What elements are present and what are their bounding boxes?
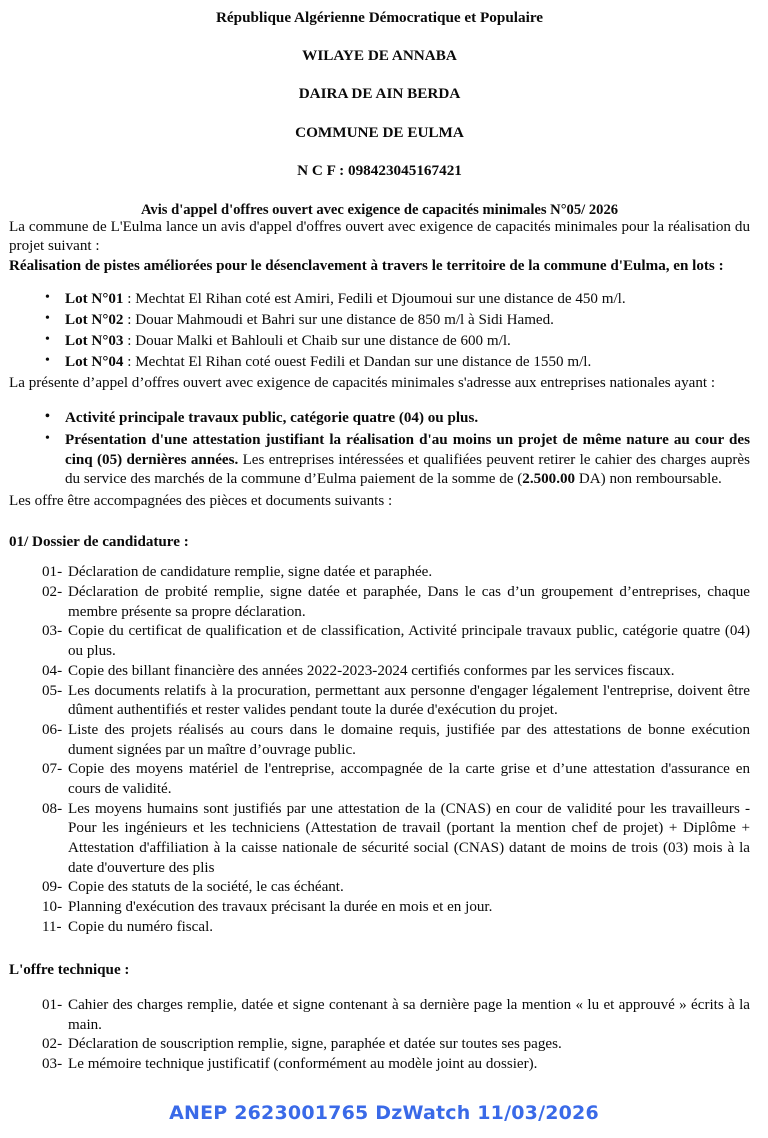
technique-items xyxy=(9,981,750,1075)
list-item xyxy=(9,431,750,490)
list-item xyxy=(9,563,750,583)
item-text: Copie des moyens matériel de l'entreprise, accompagnée de la carte grise et d’une attestation d'assurance en cours de validité. xyxy=(68,761,750,797)
notice-title: Avis d'appel d'offres ouvert avec exigence de capacités minimales N°05/ 2026 xyxy=(140,202,619,219)
lot-text: : Mechtat El Rihan coté est Amiri, Fedili et Djoumoui sur une distance de 450 m/l. xyxy=(123,291,626,308)
lot-label: Lot N°03 xyxy=(65,332,124,349)
intro-paragraph: La commune de L'Eulma lance un avis d'appel d'offres ouvert avec exigence de capacités minimales pour la réalisation du projet suivant : xyxy=(9,218,750,255)
lot-label: Lot N°04 xyxy=(65,353,124,370)
item-text: Le mémoire technique justificatif (conformément au modèle joint au dossier). xyxy=(68,1056,538,1073)
list-item xyxy=(9,800,750,879)
anep-footer: ANEP 2623001765 DzWatch 11/03/2026 xyxy=(169,1102,599,1124)
lot-text: : Mechtat El Rihan coté ouest Fedili et Dandan sur une distance de 1550 m/l. xyxy=(123,353,592,370)
list-item xyxy=(9,1055,750,1075)
condition-amount: 2.500.00 xyxy=(522,471,576,488)
candidature-items xyxy=(9,552,750,937)
project-title: Réalisation de pistes améliorées pour le désenclavement à travers le territoire de la commune d'Eulma, en lots : xyxy=(9,257,724,274)
item-number: 02- xyxy=(42,584,63,601)
item-text: Les moyens humains sont justifiés par une attestation de la (CNAS) en cour de validité pour les travailleurs - Pour les ingénieurs et les techniciens (Attestation de travail (portant la mention chef de projet) + Diplôme + Attestation d'affiliation à la caisse nationale de sécurité social (CNAS) datant de moins de trois (03) mois à la date d'ouverture des plis xyxy=(68,800,750,876)
item-number: 10- xyxy=(42,899,66,916)
item-number: 11- xyxy=(42,918,62,935)
section-heading-technique: L'offre technique : xyxy=(9,962,130,979)
lot-text: : Douar Mahmoudi et Bahri sur une distance de 850 m/l à Sidi Hamed. xyxy=(123,312,554,329)
condition-text-rest: Les entreprises intéressées et qualifiées peuvent retirer le cahier des charges auprès du service des marchés de la commune d’Eulma paiement de la somme de ( xyxy=(65,451,750,488)
list-item xyxy=(9,918,750,938)
header-republic: République Algérienne Démocratique et Populaire xyxy=(215,9,544,26)
list-item xyxy=(9,721,750,760)
lot-text: : Douar Malki et Bahlouli et Chaib sur une distance de 600 m/l. xyxy=(123,332,511,349)
list-item xyxy=(9,332,750,352)
item-number: 03- xyxy=(42,623,66,640)
eligibility-lead: La présente d’appel d’offres ouvert avec exigence de capacités minimales s'adresse aux entreprises nationales ayant : xyxy=(9,374,716,391)
item-number: 01- xyxy=(42,564,63,581)
item-text: Les documents relatifs à la procuration, permettant aux personne d'engager légalement l'entreprise, doivent être dûment authentifiés et rester valides pendant toute la durée d'exécution du projet. xyxy=(68,682,750,719)
header-daira: DAIRA DE AIN BERDA xyxy=(298,85,461,103)
item-number: 03- xyxy=(42,1056,66,1073)
item-number: 08- xyxy=(42,800,66,817)
list-item xyxy=(9,622,750,661)
list-item xyxy=(9,682,750,721)
item-number: 07- xyxy=(42,761,63,778)
header-commune: COMMUNE DE EULMA xyxy=(295,123,464,141)
list-item xyxy=(9,760,750,799)
item-text: Copie des billant financière des années 2022-2023-2024 certifiés conformes par les services fiscaux. xyxy=(68,662,675,679)
lot-label: Lot N°02 xyxy=(65,312,124,329)
documents-lead: Les offre être accompagnées des pièces et documents suivants : xyxy=(9,493,393,510)
item-number: 09- xyxy=(42,879,63,896)
list-item xyxy=(9,311,750,331)
list-item xyxy=(9,353,750,373)
list-item xyxy=(9,898,750,918)
item-text: Liste des projets réalisés au cours dans le domaine requis, justifiée par des attestations de bonne exécution dument signées par un maître d’ouvrage public. xyxy=(68,721,750,758)
item-text: Planning d'exécution des travaux précisant la durée en mois et en jour. xyxy=(68,899,493,916)
list-item xyxy=(9,878,750,898)
list-item xyxy=(9,996,750,1035)
item-number: 01- xyxy=(42,997,63,1014)
condition-text: Activité principale travaux public, catégorie quatre (04) ou plus. xyxy=(65,410,479,427)
item-text: Déclaration de probité remplie, signe datée et paraphée, Dans le cas d’un groupement d’entreprises, chaque membre présente sa propre déclaration. xyxy=(68,584,750,620)
item-text: Déclaration de souscription remplie, signe, paraphée et datée sur toutes ses pages. xyxy=(68,1036,562,1053)
list-item xyxy=(9,662,750,682)
document-header xyxy=(9,0,750,218)
section-heading-candidature: 01/ Dossier de candidature : xyxy=(9,533,189,550)
item-number: 02- xyxy=(42,1036,66,1053)
item-text: Copie du certificat de qualification et de classification, Activité principale travaux public, catégorie quatre (04) ou plus. xyxy=(68,623,750,660)
header-wilaya: WILAYE DE ANNABA xyxy=(302,47,457,65)
list-item xyxy=(9,583,750,622)
lots-list xyxy=(9,276,750,372)
list-item xyxy=(9,290,750,310)
item-text: Déclaration de candidature remplie, signe datée et paraphée. xyxy=(68,564,433,581)
item-number: 06- xyxy=(42,721,66,738)
item-text: Copie du numéro fiscal. xyxy=(68,918,214,935)
header-ncf: N C F : 098423045167421 xyxy=(297,161,462,179)
condition-text-tail: DA) non remboursable. xyxy=(575,471,722,488)
condition-text-bold: Présentation d'une attestation justifiant la réalisation d'au moins un projet de même nature au cour des cinq (05) dernières années. xyxy=(65,431,750,468)
item-number: 05- xyxy=(42,682,66,699)
eligibility-conditions xyxy=(9,393,750,490)
item-text: Copie des statuts de la société, le cas échéant. xyxy=(68,879,344,896)
lot-label: Lot N°01 xyxy=(65,291,124,308)
list-item xyxy=(9,1035,750,1055)
item-number: 04- xyxy=(42,662,66,679)
list-item xyxy=(9,409,750,429)
item-text: Cahier des charges remplie, datée et signe contenant à sa dernière page la mention « lu et approuvé » écrits à la main. xyxy=(68,997,750,1033)
